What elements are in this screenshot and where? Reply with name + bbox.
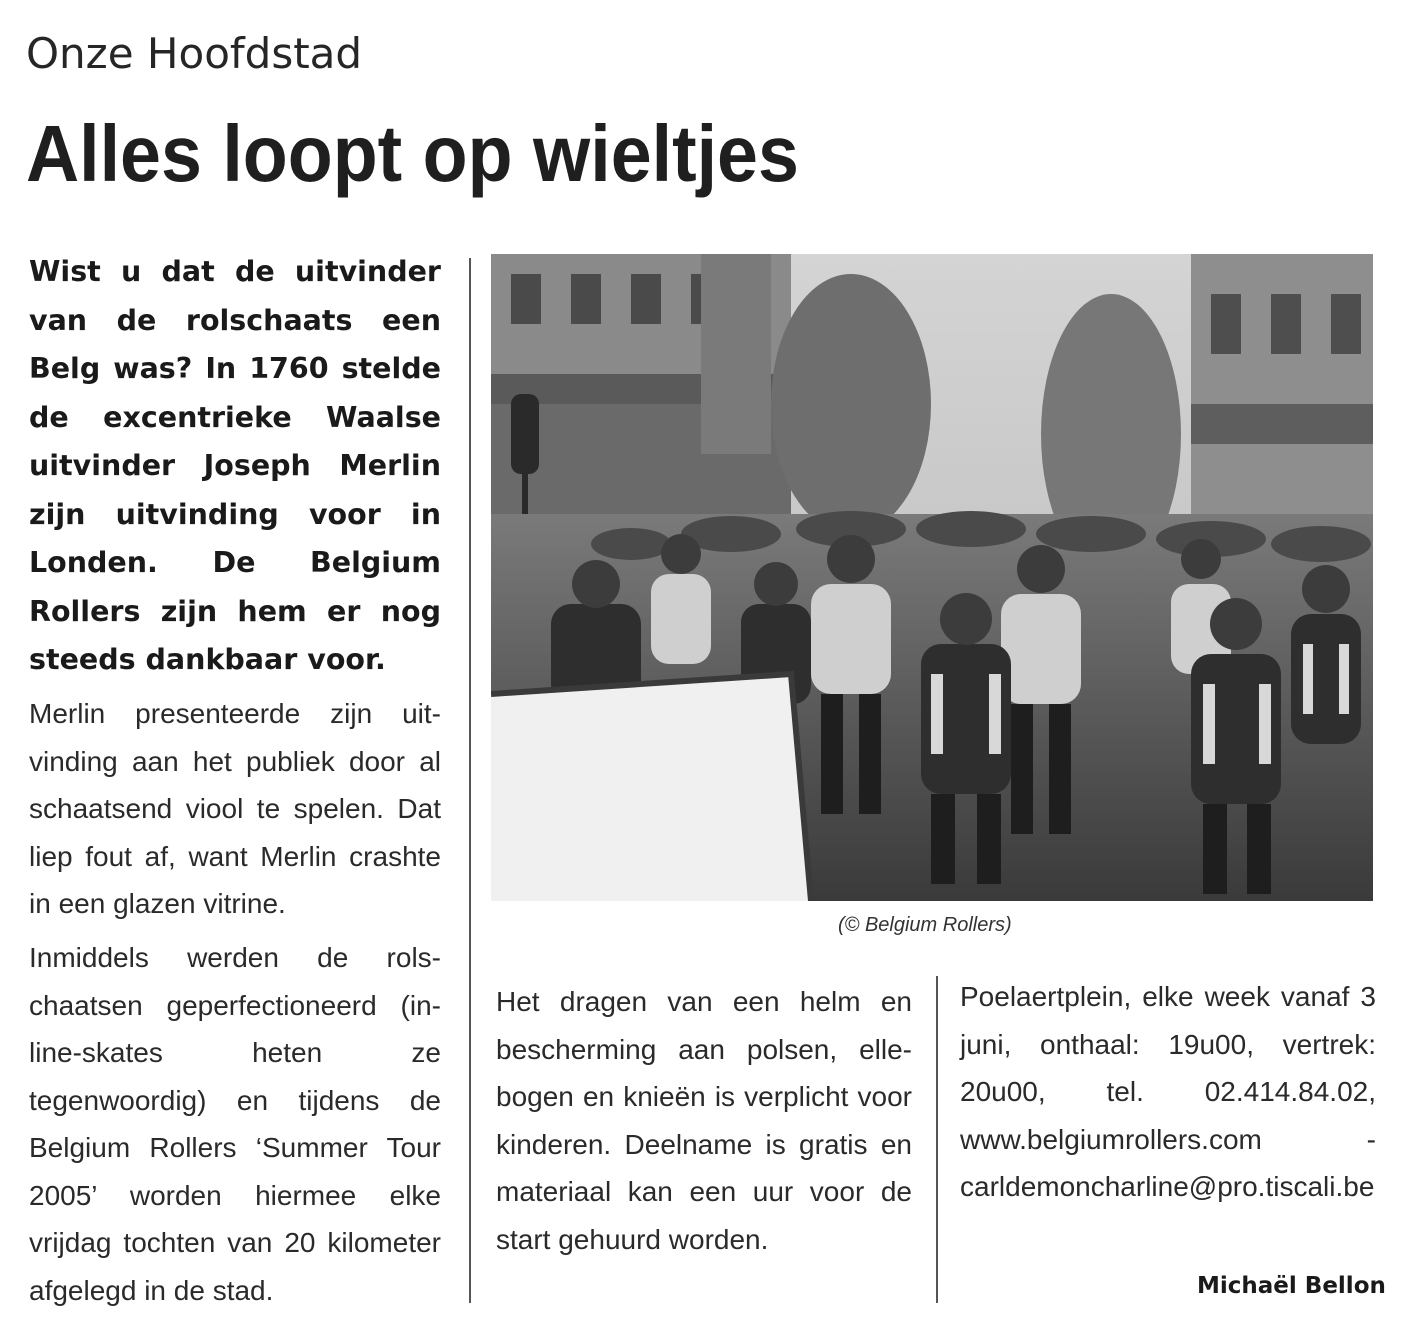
photo-caption: (© Belgium Rollers): [838, 914, 1012, 936]
column-divider-left: [469, 258, 471, 1303]
article-photo: [491, 254, 1373, 901]
section-label: Onze Hoofdstad: [26, 29, 363, 78]
body-paragraph-1: Merlin presenteerde zijn uitvinding aan het publiek door al schaatsend viool te spelen. Dat liep fout af, want Merlin crashte in een glazen vitrine.: [29, 698, 441, 919]
headline: Alles loopt op wieltjes: [26, 109, 799, 198]
body-paragraph-2: Inmiddels werden de rolschaatsen geperfectioneerd (in-line-skates heten ze tegenwoordig) en tijdens de Belgium Rollers ‘Summer Tour 2005’ worden hiermee elke vrijdag tochten van 20 kilometer afgelegd in de stad.: [29, 942, 441, 1306]
body-paragraph-3: Het dragen van een helm en bescherming aan polsen, ellebogen en knieën is verplicht voor kinderen. Deelname is gratis en materiaal kan een uur voor de start gehuurd worden.: [496, 986, 912, 1255]
lead-paragraph: Wist u dat de uitvinder van de rolschaats een Belg was? In 1760 stelde de excentrieke Waalse uitvinder Joseph Merlin zijn uitvinding voor in Londen. De Belgium Rollers zijn hem er nog steeds dankbaar voor.: [29, 255, 441, 676]
author-byline: Michaël Bellon: [1197, 1273, 1386, 1299]
column-divider-right: [936, 976, 938, 1303]
contact-paragraph: Poelaertplein, elke week vanaf 3 juni, onthaal: 19u00, vertrek: 20u00, tel. 02.414.84.02, www.belgiumrollers.com - carldemoncharline@pro.tiscali.be: [960, 981, 1376, 1202]
